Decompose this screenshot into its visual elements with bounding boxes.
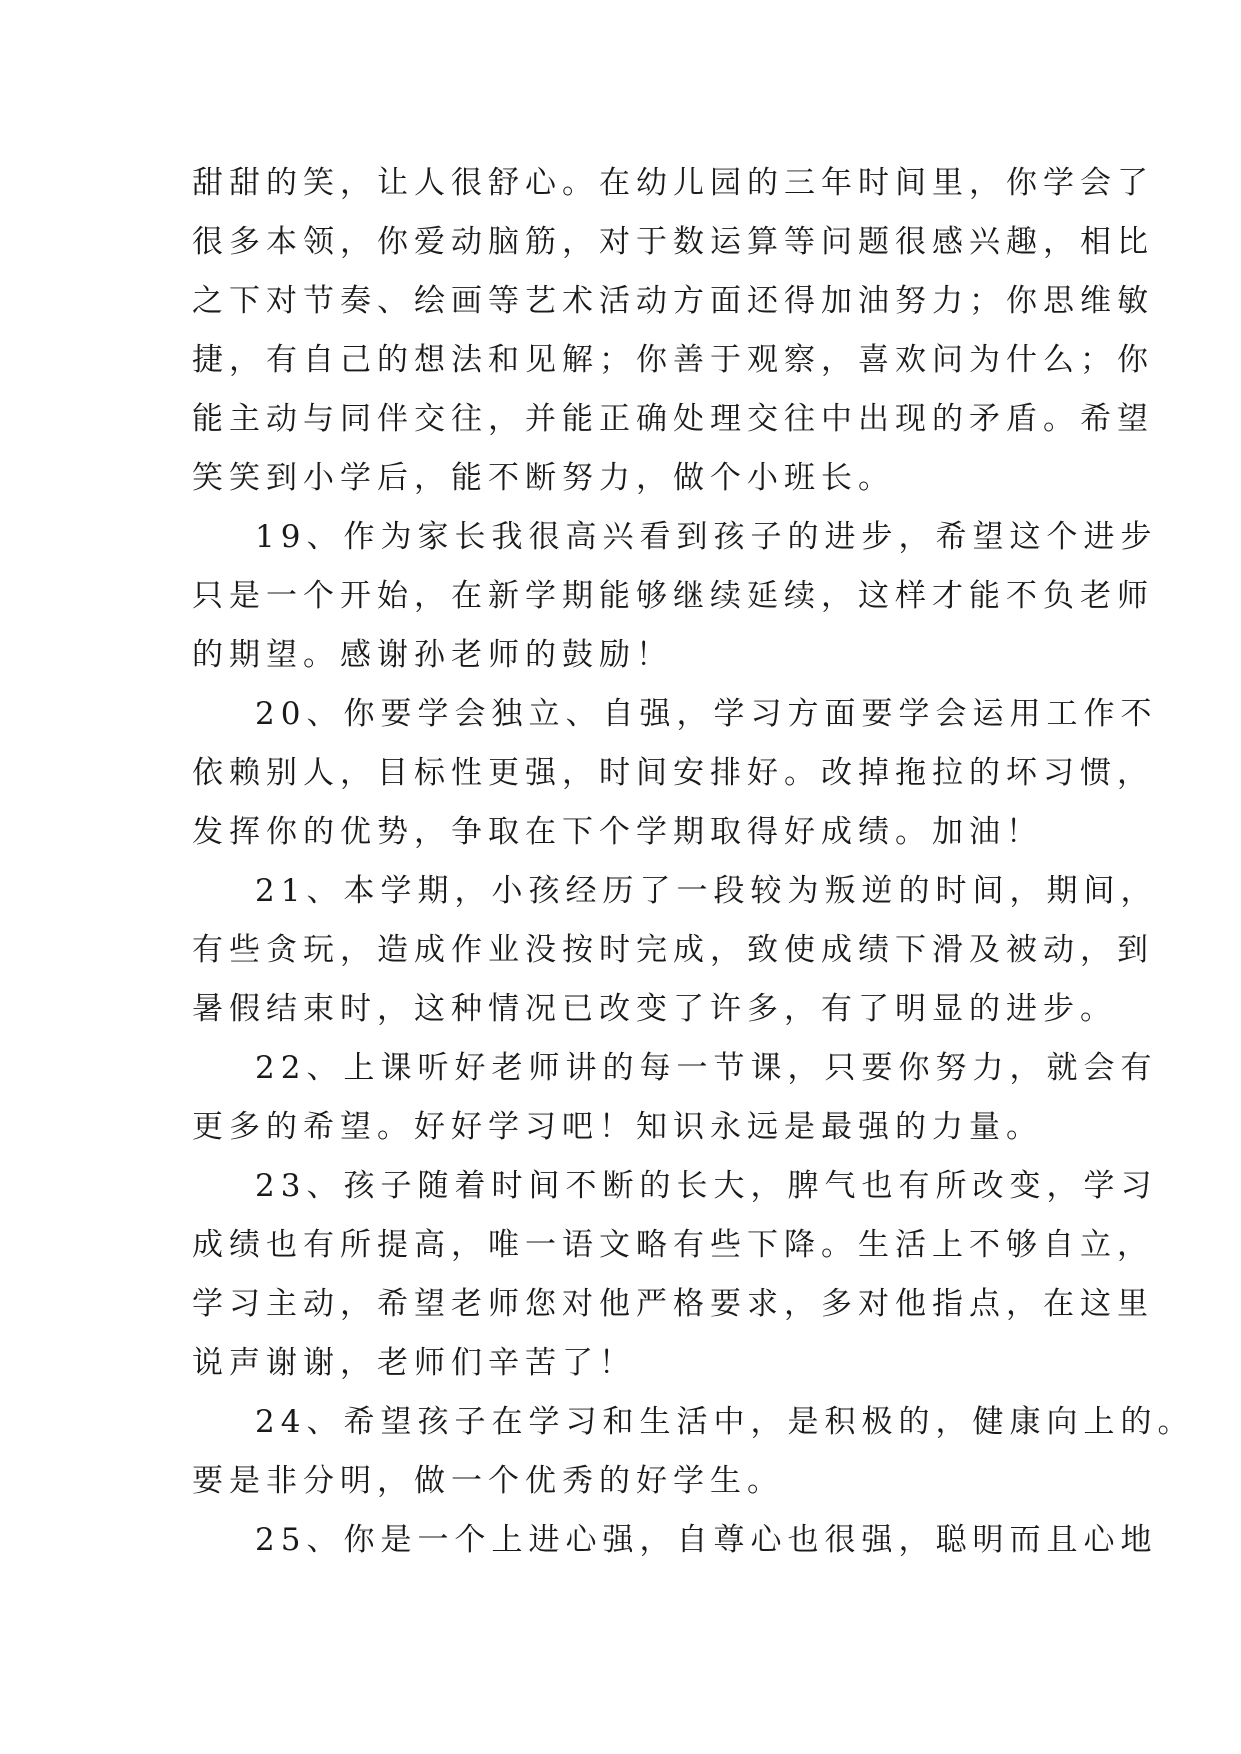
- text-line: 之下对节奏、绘画等艺术活动方面还得加油努力；你思维敏: [192, 283, 1154, 319]
- text-line: 笑笑到小学后，能不断努力，做个小班长。: [192, 460, 895, 496]
- paragraph-23: [192, 1157, 1158, 1393]
- paragraph-continued: [192, 154, 1154, 508]
- text-line: 发挥你的优势，争取在下个学期取得好成绩。加油！: [192, 814, 1043, 850]
- paragraph-21: [192, 862, 1158, 1039]
- text-line: 暑假结束时，这种情况已改变了许多，有了明显的进步。: [192, 991, 1117, 1027]
- text-line: 更多的希望。好好学习吧！知识永远是最强的力量。: [192, 1109, 1043, 1145]
- text-line: 能主动与同伴交往，并能正确处理交往中出现的矛盾。希望: [192, 401, 1154, 437]
- paragraph-22: [192, 1039, 1158, 1157]
- text-line: 说声谢谢，老师们辛苦了！: [192, 1345, 636, 1381]
- text-line: 25、你是一个上进心强，自尊心也很强，聪明而且心地: [255, 1522, 1158, 1558]
- text-line: 很多本领，你爱动脑筋，对于数运算等问题很感兴趣，相比: [192, 224, 1154, 260]
- text-line: 要是非分明，做一个优秀的好学生。: [192, 1463, 784, 1499]
- text-line: 20、你要学会独立、自强，学习方面要学会运用工作不: [255, 696, 1158, 732]
- text-line: 甜甜的笑，让人很舒心。在幼儿园的三年时间里，你学会了: [192, 165, 1154, 201]
- text-line: 19、作为家长我很高兴看到孩子的进步，希望这个进步: [255, 519, 1158, 555]
- text-line: 22、上课听好老师讲的每一节课，只要你努力，就会有: [255, 1050, 1158, 1086]
- text-line: 24、希望孩子在学习和生活中，是积极的，健康向上的。: [255, 1404, 1195, 1440]
- text-line: 成绩也有所提高，唯一语文略有些下降。生活上不够自立，: [192, 1227, 1154, 1263]
- paragraph-25: [192, 1511, 1158, 1570]
- text-line: 21、本学期，小孩经历了一段较为叛逆的时间，期间，: [255, 873, 1158, 909]
- text-line: 只是一个开始，在新学期能够继续延续，这样才能不负老师: [192, 578, 1154, 614]
- paragraph-19: [192, 508, 1158, 685]
- text-line: 学习主动，希望老师您对他严格要求，多对他指点，在这里: [192, 1286, 1154, 1322]
- text-line: 有些贪玩，造成作业没按时完成，致使成绩下滑及被动，到: [192, 932, 1154, 968]
- text-line: 捷，有自己的想法和见解；你善于观察，喜欢问为什么；你: [192, 342, 1154, 378]
- paragraph-24: [192, 1393, 1195, 1511]
- document-body: [192, 154, 1195, 1570]
- text-line: 依赖别人，目标性更强，时间安排好。改掉拖拉的坏习惯，: [192, 755, 1154, 791]
- text-line: 的期望。感谢孙老师的鼓励！: [192, 637, 673, 673]
- paragraph-20: [192, 685, 1158, 862]
- text-line: 23、孩子随着时间不断的长大，脾气也有所改变，学习: [255, 1168, 1158, 1204]
